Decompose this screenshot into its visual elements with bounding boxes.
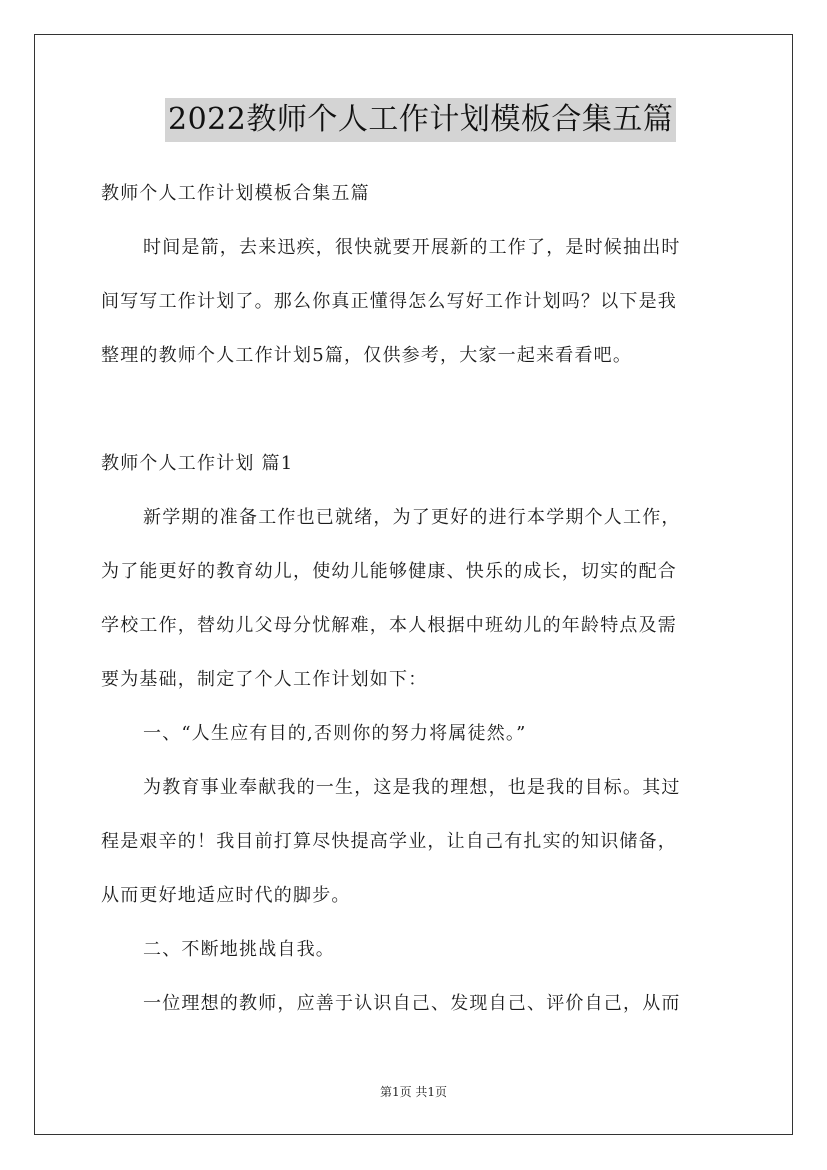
point-two-line-1: 一位理想的教师，应善于认识自己、发现自己、评价自己，从而 bbox=[143, 993, 681, 1014]
point-one-line-1: 为教育事业奉献我的一生，这是我的理想，也是我的目标。其过 bbox=[143, 777, 681, 798]
point-one-line-2: 程是艰辛的！我目前打算尽快提高学业，让自己有扎实的知识储备， bbox=[101, 831, 677, 852]
point-two-heading-text: 二、不断地挑战自我。 bbox=[143, 939, 335, 960]
section-line-2: 为了能更好的教育幼儿，使幼儿能够健康、快乐的成长，切实的配合 bbox=[101, 561, 677, 582]
page-number-footer: 第1页 共1页 bbox=[379, 1085, 448, 1099]
section-line-4: 要为基础，制定了个人工作计划如下： bbox=[101, 669, 428, 690]
intro-line-1: 时间是箭，去来迅疾，很快就要开展新的工作了，是时候抽出时 bbox=[143, 237, 681, 258]
document-subtitle: 教师个人工作计划模板合集五篇 bbox=[101, 183, 370, 204]
intro-line-3: 整理的教师个人工作计划5篇，仅供参考，大家一起来看看吧。 bbox=[101, 345, 633, 366]
section-heading: 教师个人工作计划 篇1 bbox=[101, 453, 294, 474]
section-line-3: 学校工作，替幼儿父母分忧解难，本人根据中班幼儿的年龄特点及需 bbox=[101, 615, 677, 636]
point-one-line-3: 从而更好地适应时代的脚步。 bbox=[101, 885, 351, 906]
intro-line-2: 间写写工作计划了。那么你真正懂得怎么写好工作计划吗？以下是我 bbox=[101, 291, 677, 312]
point-one-heading-text: 一、“人生应有目的,否则你的努力将属徒然。” bbox=[143, 723, 527, 744]
document-title: 2022教师个人工作计划模板合集五篇 bbox=[165, 98, 676, 142]
section-line-1: 新学期的准备工作也已就绪，为了更好的进行本学期个人工作， bbox=[143, 507, 681, 528]
